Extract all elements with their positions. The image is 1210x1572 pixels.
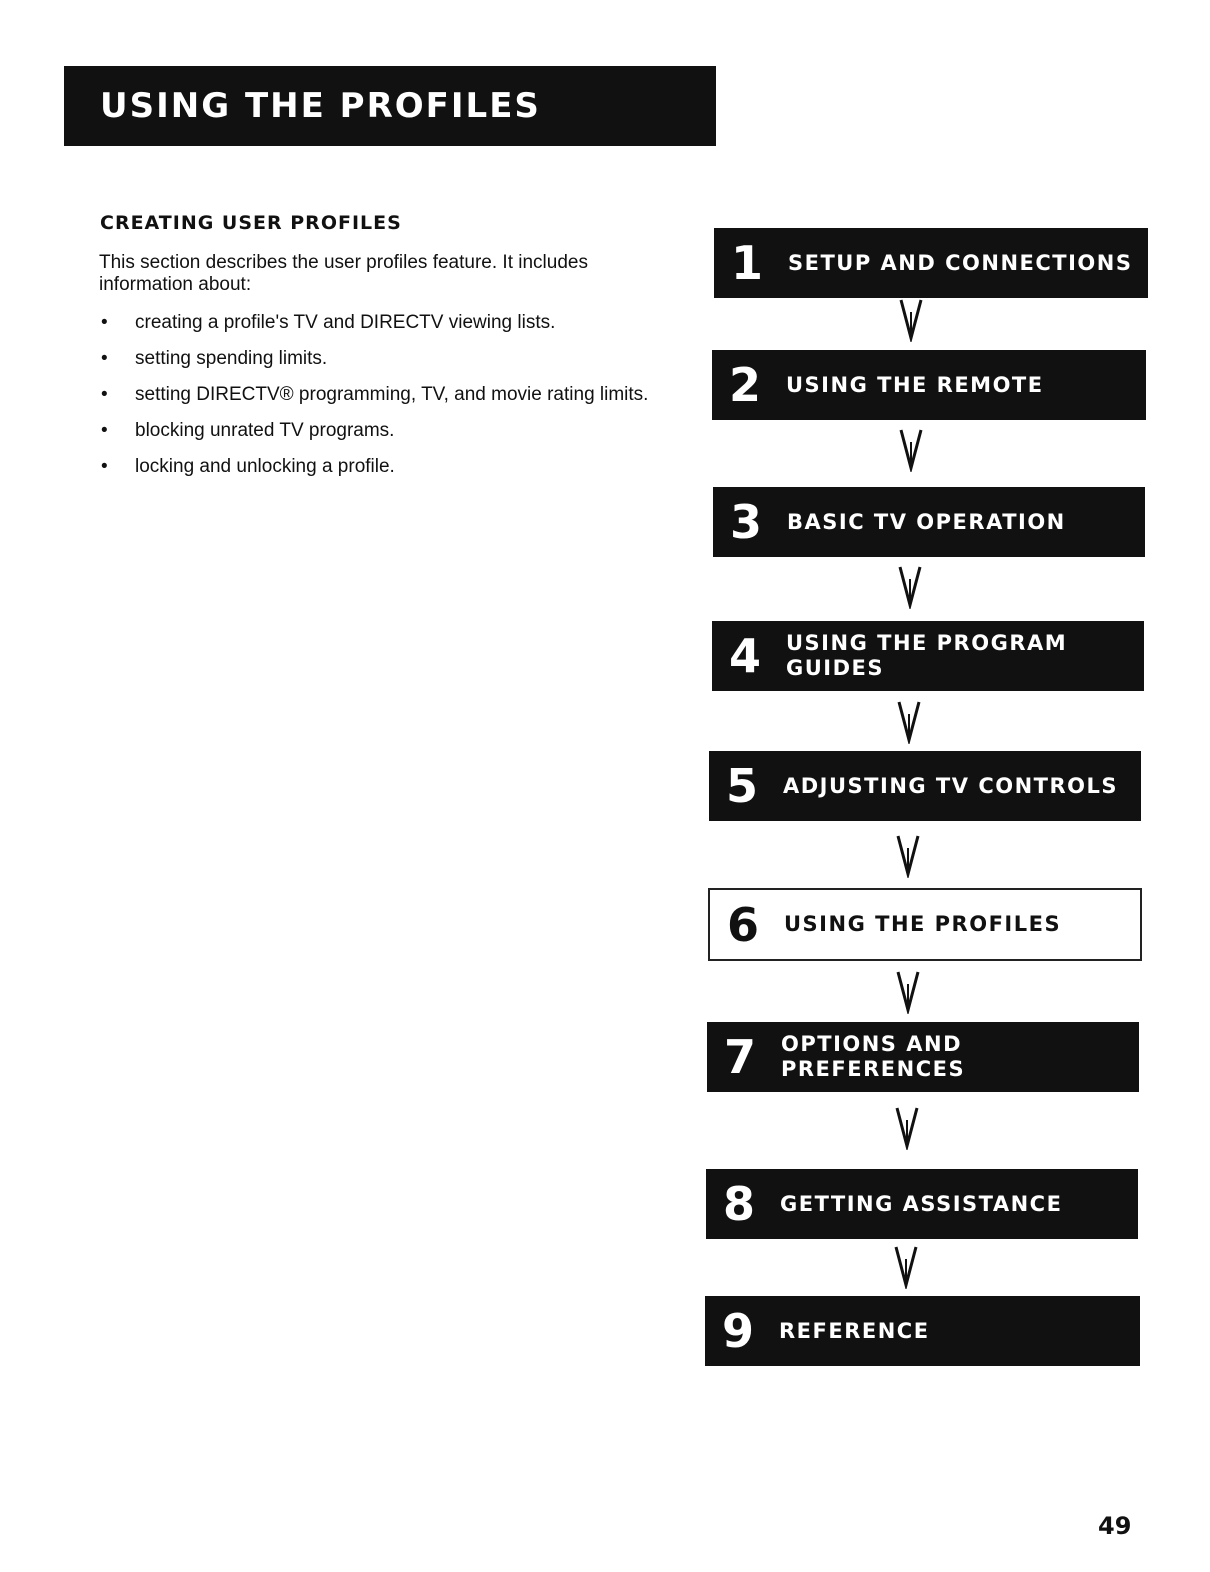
topic-item: • setting DIRECTV® programming, TV, and movie rating limits.: [99, 384, 659, 406]
step-label: USING THE PROFILES: [784, 912, 1062, 936]
down-arrow-icon: [896, 834, 920, 878]
chapter-step-4: [712, 621, 1144, 691]
step-number: 4: [728, 629, 761, 683]
down-arrow-icon: [897, 700, 921, 744]
step-label: ADJUSTING TV CONTROLS: [783, 773, 1119, 798]
section-intro: This section describes the user profiles feature. It includes information about:: [99, 252, 588, 295]
down-arrow-icon: [898, 565, 922, 609]
chapter-step-7: [707, 1022, 1139, 1092]
step-number: 8: [722, 1177, 755, 1231]
step-number: 2: [728, 358, 761, 412]
down-arrow-icon: [894, 1245, 918, 1289]
chapter-title-banner: [64, 66, 716, 146]
section-heading: CREATING USER PROFILES: [100, 212, 402, 234]
down-arrow-icon: [899, 298, 923, 342]
step-label: SETUP AND CONNECTIONS: [788, 250, 1133, 275]
step-label: USING THE PROGRAM GUIDES: [786, 631, 1068, 680]
topic-list: [99, 312, 659, 492]
step-number: 9: [721, 1304, 754, 1358]
chapter-title: USING THE PROFILES: [100, 86, 541, 126]
step-number: 1: [730, 236, 763, 290]
topic-item: • creating a profile's TV and DIRECTV viewing lists.: [99, 312, 659, 334]
chapter-step-1: [714, 228, 1148, 298]
step-label: USING THE REMOTE: [786, 372, 1044, 397]
step-number: 6: [726, 897, 759, 952]
chapter-step-6-current: [708, 888, 1142, 961]
chapter-step-2: [712, 350, 1146, 420]
chapter-step-9: [705, 1296, 1140, 1366]
step-label: OPTIONS AND PREFERENCES: [781, 1032, 966, 1081]
topic-item: • locking and unlocking a profile.: [99, 456, 659, 478]
step-number: 5: [725, 759, 758, 813]
down-arrow-icon: [899, 428, 923, 472]
topic-item: • blocking unrated TV programs.: [99, 420, 659, 442]
chapter-step-8: [706, 1169, 1138, 1239]
down-arrow-icon: [895, 1106, 919, 1150]
chapter-step-5: [709, 751, 1141, 821]
step-label: GETTING ASSISTANCE: [780, 1191, 1063, 1216]
down-arrow-icon: [896, 970, 920, 1014]
step-label: BASIC TV OPERATION: [787, 509, 1066, 534]
chapter-step-3: [713, 487, 1145, 557]
topic-item: • setting spending limits.: [99, 348, 659, 370]
step-number: 7: [723, 1030, 756, 1084]
step-number: 3: [729, 495, 762, 549]
step-label: REFERENCE: [779, 1318, 930, 1343]
page-number: 49: [1098, 1512, 1132, 1540]
